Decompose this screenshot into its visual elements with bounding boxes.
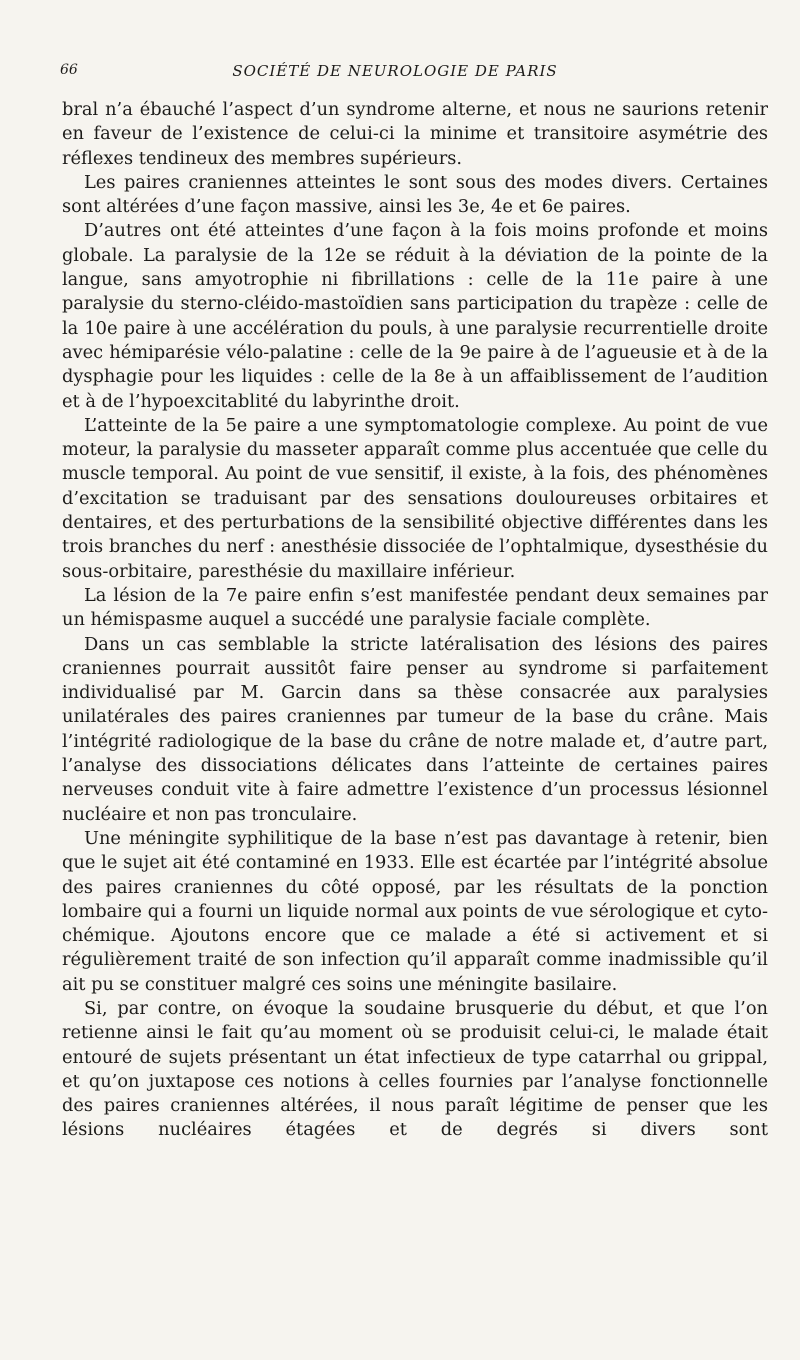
paragraph-3: D’autres ont été atteintes d’une façon à la fois moins profonde et moins globale. La paralysie de la 12e se réduit à la déviation de la pointe de la langue, sans amyotrophie ni fibrillations : celle de la 11e paire à une paralysie du sterno-cléido-mastoïdien sans participation du trapèze : celle de la 10e paire à une accélération du pouls, à une paralysie recurrentielle droite avec hémiparésie vélo-palatine : celle de la 9e paire à de l’agueusie et à de la dysphagie pour les liquides : celle de la 8e à un affaiblissement de l’audition et à de l’hypoexcitablité du labyrinthe droit. <box>62 220 768 412</box>
paragraph-2: Les paires craniennes atteintes le sont sous des modes divers. Certaines sont altérées d’une façon massive, ainsi les 3e, 4e et 6e paires. <box>62 171 768 218</box>
paragraph-8: Si, par contre, on évoque la soudaine brusquerie du début, et que l’on retienne ainsi le fait qu’au moment où se produisit celui-ci, le malade était entouré de sujets présentant un état infectieux de type catarrhal ou grippal, et qu’on juxtapose ces notions à celles fournies par l’analyse fonctionnelle des paires craniennes altérées, il nous paraît légitime de penser que les lésions nucléaires étagées et de degrés si divers sont <box>62 997 768 1141</box>
page-header <box>60 62 730 88</box>
paragraph-4: L’atteinte de la 5e paire a une symptomatologie complexe. Au point de vue moteur, la paralysie du masseter apparaît comme plus accentuée que celle du muscle temporal. Au point de vue sensitif, il existe, à la fois, des phénomènes d’excitation se traduisant par des sensations douloureuses orbitaires et dentaires, et des perturbations de la sensibilité objective différentes dans les trois branches du nerf : anesthésie dissociée de l’ophtalmique, dysesthésie du sous-orbitaire, paresthésie du maxillaire inférieur. <box>62 414 768 582</box>
paragraph-7: Une méningite syphilitique de la base n’est pas davantage à retenir, bien que le sujet ait été contaminé en 1933. Elle est écartée par l’intégrité absolue des paires craniennes du côté opposé, par les résultats de la ponction lombaire qui a fourni un liquide normal aux points de vue sérologique et cyto-chémique. Ajoutons encore que ce malade a été si activement et si régulièrement traité de son infection qu’il apparaît comme inadmissible qu’il ait pu se constituer malgré ces soins une méningite basilaire. <box>62 827 768 995</box>
body-text <box>62 98 768 1143</box>
running-title: SOCIÉTÉ DE NEUROLOGIE DE PARIS <box>232 62 558 80</box>
paragraph-5: La lésion de la 7e paire enfin s’est manifestée pendant deux semaines par un hémispasme auquel a succédé une paralysie faciale complète. <box>62 584 768 631</box>
page-number: 66 <box>60 62 78 78</box>
paragraph-6: Dans un cas semblable la stricte latéralisation des lésions des paires craniennes pourrait aussitôt faire penser au syndrome si parfaitement individualisé par M. Garcin dans sa thèse consacrée aux paralysies unilatérales des paires craniennes par tumeur de la base du crâne. Mais l’intégrité radiologique de la base du crâne de notre malade et, d’autre part, l’analyse des dissociations délicates dans l’atteinte de certaines paires nerveuses conduit vite à faire admettre l’existence d’un processus lésionnel nucléaire et non pas tronculaire. <box>62 633 768 825</box>
paragraph-1: bral n’a ébauché l’aspect d’un syndrome alterne, et nous ne saurions retenir en faveur de l’existence de celui-ci la minime et transitoire asymétrie des réflexes tendineux des membres supérieurs. <box>62 99 768 169</box>
